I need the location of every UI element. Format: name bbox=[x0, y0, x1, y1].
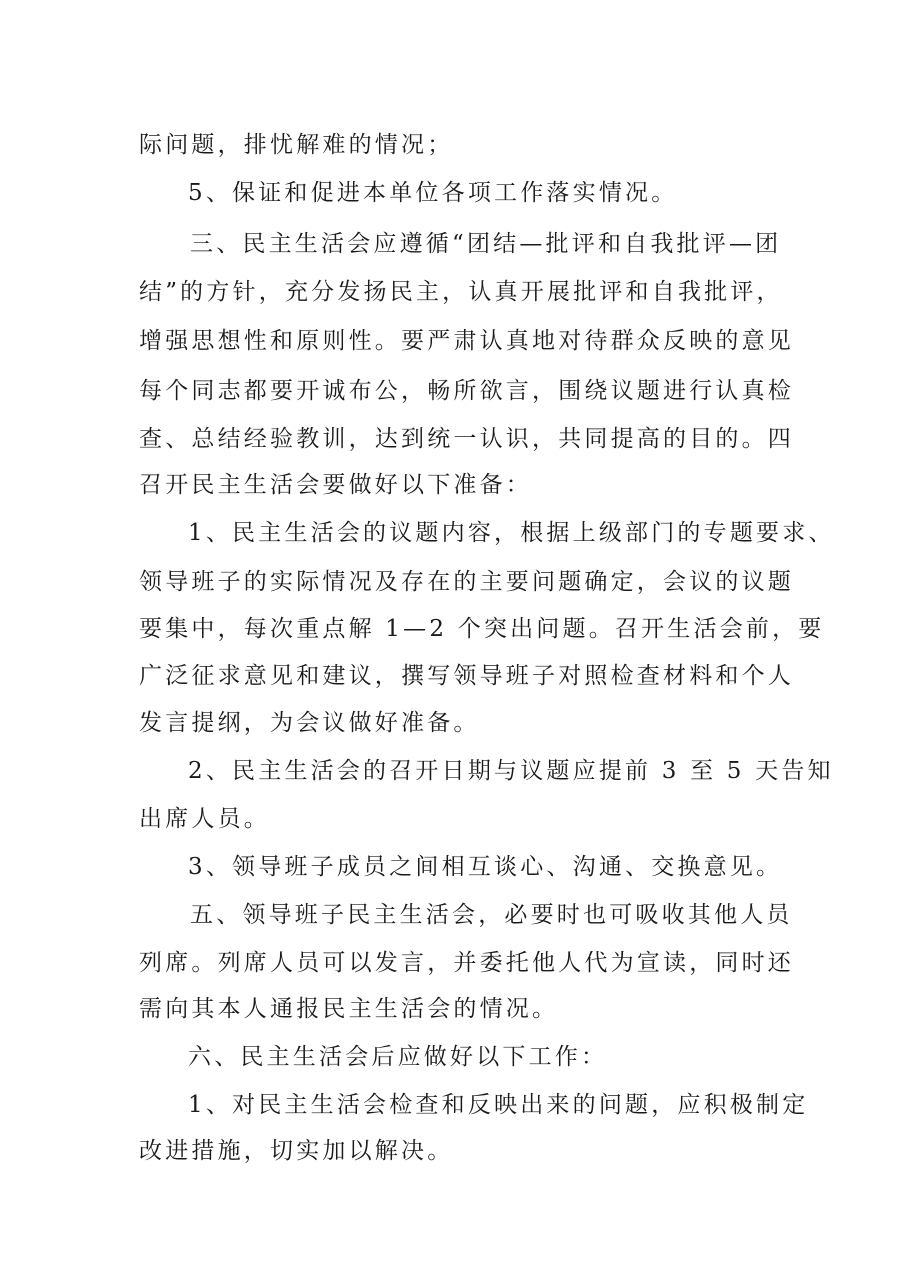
text-line: 领导班子的实际情况及存在的主要问题确定，会议的议题 bbox=[139, 569, 794, 595]
text-line: 要集中，每次重点解 1—2 个突出问题。召开生活会前，要 bbox=[139, 616, 825, 642]
text-line: 召开民主生活会要做好以下准备： bbox=[139, 472, 532, 498]
text-line: 际问题，排忧解难的情况； bbox=[139, 132, 454, 158]
text-line: 结”的方针，充分发扬民主，认真开展批评和自我批评， bbox=[139, 279, 783, 305]
text-line: 1、对民主生活会检查和反映出来的问题，应积极制定 bbox=[188, 1092, 809, 1118]
text-line: 5、保证和促进本单位各项工作落实情况。 bbox=[188, 180, 678, 206]
text-line: 列席。列席人员可以发言，并委托他人代为宣读，同时还 bbox=[139, 950, 794, 976]
text-line: 每个同志都要开诚布公，畅所欲言，围绕议题进行认真检 bbox=[139, 378, 794, 404]
text-line: 2、民主生活会的召开日期与议题应提前 3 至 5 天告知 bbox=[188, 758, 834, 784]
text-line: 六、民主生活会后应做好以下工作： bbox=[188, 1044, 608, 1070]
text-line: 出席人员。 bbox=[139, 806, 270, 832]
text-line: 查、总结经验教训，达到统一认识，共同提高的目的。四 bbox=[139, 426, 794, 452]
text-line: 五、领导班子民主生活会，必要时也可吸收其他人员 bbox=[190, 902, 793, 928]
text-line: 增强思想性和原则性。要严肃认真地对待群众反映的意见 bbox=[139, 328, 794, 354]
text-line: 1、民主生活会的议题内容，根据上级部门的专题要求、 bbox=[188, 520, 835, 546]
text-line: 3、领导班子成员之间相互谈心、沟通、交换意见。 bbox=[188, 854, 783, 880]
text-line: 三、民主生活会应遵循“团结—批评和自我批评—团 bbox=[190, 231, 782, 257]
text-line: 改进措施，切实加以解决。 bbox=[139, 1138, 454, 1164]
text-line: 需向其本人通报民主生活会的情况。 bbox=[139, 996, 559, 1022]
text-line: 广泛征求意见和建议，撰写领导班子对照检查材料和个人 bbox=[139, 663, 794, 689]
text-line: 发言提纲，为会议做好准备。 bbox=[139, 710, 480, 736]
